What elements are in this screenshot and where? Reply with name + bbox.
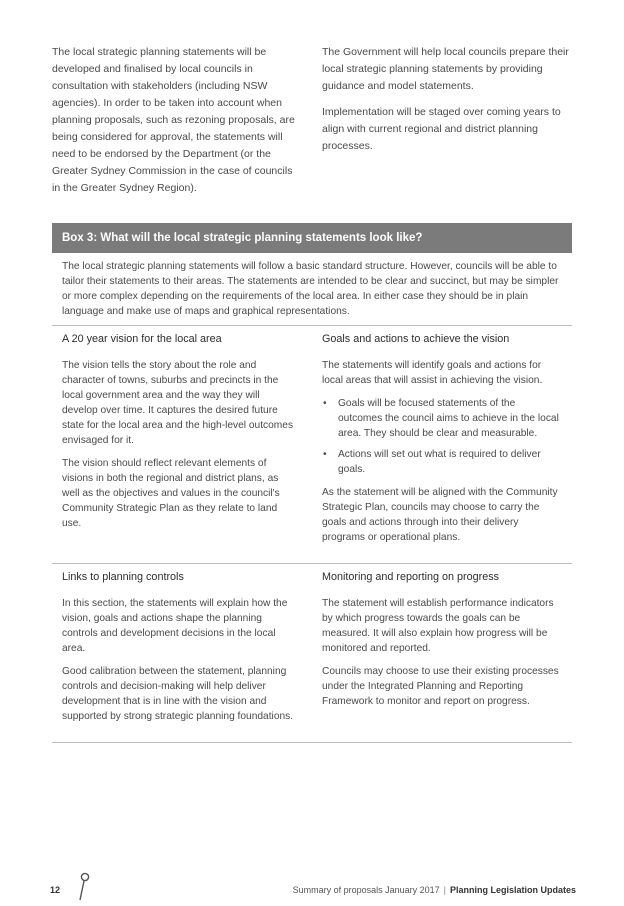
goals-bullet-item [322, 447, 562, 477]
publication-brand: Planning Legislation Updates [449, 885, 576, 895]
vision-paragraph: The vision should reflect relevant elements of visions in both the regional and district plans, as well as the objectives and values in the council's Community Strategic Plan as they relate to land use. [62, 458, 280, 529]
page-footer [50, 880, 576, 900]
goals-heading: Goals and actions to achieve the vision [322, 333, 510, 345]
monitoring-heading: Monitoring and reporting on progress [322, 571, 500, 583]
goals-cell [312, 326, 572, 564]
intro-right-paragraph: Implementation will be staged over coming years to align with current regional and district planning processes. [322, 106, 561, 152]
links-cell [52, 564, 312, 743]
footer-separator: | [443, 885, 446, 895]
intro-left-paragraph: The local strategic planning statements will be developed and finalised by local councils in consultation with stakeholders (including NSW agencies). In order to be taken into account when planning proposals, such as rezoning proposals, are being considered for approval, the statements will need to be endorsed by the Department (or the Greater Sydney Commission in the case of councils in the Greater Sydney Region). [52, 46, 295, 194]
intro-left-column [52, 44, 300, 206]
monitoring-paragraph: The statement will establish performance indicators by which progress towards the goals can be measured. It will also explain how progress will be monitored and reported. [322, 598, 554, 654]
links-paragraph: In this section, the statements will explain how the vision, goals and actions shape the planning controls and development decisions in the local area. [62, 598, 288, 654]
box-intro-text: The local strategic planning statements will follow a basic standard structure. However, councils will be able to tailor their statements to their areas. The statements are intended to be clear and succinct, but may be simpler or more complex depending on the requirements of the local area. In either case they should be in plain language and make use of maps and graphical representations. [52, 253, 572, 326]
pin-icon [76, 872, 92, 902]
goals-bullet-text: Actions will set out what is required to deliver goals. [338, 449, 541, 475]
vision-heading: A 20 year vision for the local area [62, 333, 222, 345]
goals-bullet-text: Goals will be focused statements of the outcomes the council aims to achieve in the local area. They should be clear and measurable. [338, 398, 559, 439]
bullet-icon: • [323, 398, 327, 409]
box-3 [52, 223, 572, 743]
links-heading: Links to planning controls [62, 571, 184, 583]
monitoring-paragraph: Councils may choose to use their existing processes under the Integrated Planning and Reporting Framework to monitor and report on progress. [322, 666, 559, 707]
monitoring-cell [312, 564, 572, 743]
footer-title [293, 885, 576, 895]
publication-title: Summary of proposals January 2017 [292, 885, 440, 895]
intro-right-paragraph: The Government will help local councils prepare their local strategic planning statements by providing guidance and model statements. [322, 46, 569, 92]
page-number: 12 [50, 885, 61, 895]
vision-cell [52, 326, 312, 564]
links-paragraph: Good calibration between the statement, planning controls and decision-making will help deliver development that is in line with the vision and supported by strong strategic planning foundations. [62, 666, 294, 722]
bullet-icon: • [323, 449, 327, 460]
goals-outro: As the statement will be aligned with the Community Strategic Plan, councils may choose to carry the goals and actions through into their delivery programs or operational plans. [322, 487, 558, 543]
goals-bullet-list [322, 396, 562, 477]
intro-section [52, 44, 572, 206]
goals-intro: The statements will identify goals and actions for local areas that will assist in achieving the vision. [322, 360, 543, 386]
goals-bullet-item [322, 396, 562, 441]
intro-right-column [322, 44, 572, 206]
vision-paragraph: The vision tells the story about the role and character of towns, suburbs and precincts in the local government area and the way they will develop over time. It captures the desired future state for the local area and the high-level outcomes envisaged for it. [62, 360, 294, 446]
box-grid [52, 326, 572, 743]
box-title: Box 3: What will the local strategic planning statements look like? [52, 223, 572, 253]
